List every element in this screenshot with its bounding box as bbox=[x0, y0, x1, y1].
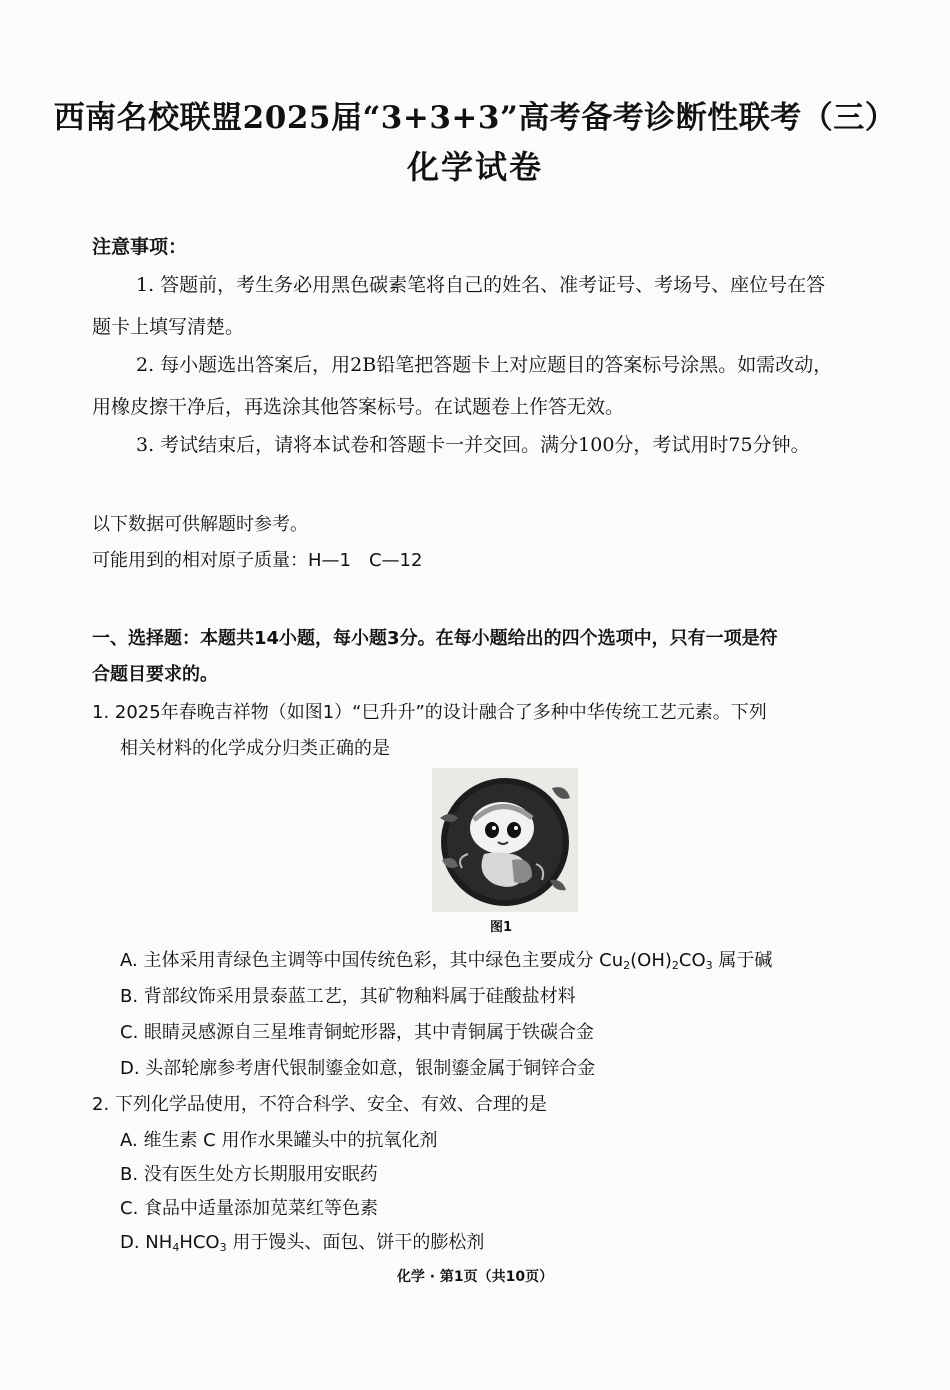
question-1-stem-line-2: 相关材料的化学成分归类正确的是 bbox=[120, 738, 390, 759]
notice-item-1-line-2: 题卡上填写清楚。 bbox=[92, 316, 245, 338]
question-1-option-b: B. 背部纹饰采用景泰蓝工艺，其矿物釉料属于硅酸盐材料 bbox=[120, 986, 576, 1007]
question-1-option-a bbox=[120, 946, 772, 972]
question-2-option-b: B. 没有医生处方长期服用安眠药 bbox=[120, 1164, 378, 1185]
atomic-mass-reference: 可能用到的相对原子质量：H—1 C—12 bbox=[92, 550, 423, 571]
notice-item-1-line-1: 1. 答题前，考生务必用黑色碳素笔将自己的姓名、准考证号、考场号、座位号在答 bbox=[136, 274, 826, 296]
option-d-text-pre: D. NH bbox=[120, 1232, 173, 1253]
option-a-text-post: 属于碱 bbox=[712, 950, 773, 971]
option-a-text-mid: (OH) bbox=[630, 950, 672, 971]
subscript: 3 bbox=[705, 959, 713, 972]
question-1-stem-line-1: 1. 2025年春晚吉祥物（如图1）“巳升升”的设计融合了多种中华传统工艺元素。下列 bbox=[92, 702, 767, 723]
question-2-stem: 2. 下列化学品使用，不符合科学、安全、有效、合理的是 bbox=[92, 1094, 547, 1115]
figure-1-caption: 图1 bbox=[490, 920, 513, 935]
notice-item-2-line-2: 用橡皮擦干净后，再选涂其他答案标号。在试题卷上作答无效。 bbox=[92, 396, 625, 418]
option-d-text-post: 用于馒头、面包、饼干的膨松剂 bbox=[226, 1232, 485, 1253]
notice-heading: 注意事项： bbox=[92, 236, 188, 258]
reference-note: 以下数据可供解题时参考。 bbox=[92, 514, 308, 535]
question-1-option-d: D. 头部轮廓参考唐代银制鎏金如意，银制鎏金属于铜锌合金 bbox=[120, 1058, 596, 1079]
question-1-option-c: C. 眼睛灵感源自三星堆青铜蛇形器，其中青铜属于铁碳合金 bbox=[120, 1022, 595, 1043]
exam-title: 西南名校联盟2025届“3+3+3”高考备考诊断性联考（三） bbox=[53, 100, 897, 136]
subscript: 3 bbox=[219, 1241, 227, 1254]
option-a-text-pre: A. 主体采用青绿色主调等中国传统色彩，其中绿色主要成分 Cu bbox=[120, 950, 624, 971]
option-a-text-mid2: CO bbox=[678, 950, 706, 971]
notice-item-3: 3. 考试结束后，请将本试卷和答题卡一并交回。满分100分，考试用时75分钟。 bbox=[136, 434, 810, 456]
question-2-option-c: C. 食品中适量添加苋菜红等色素 bbox=[120, 1198, 379, 1219]
question-2-option-d bbox=[120, 1228, 484, 1254]
subscript: 4 bbox=[172, 1241, 180, 1254]
section-1-heading-line-2: 合题目要求的。 bbox=[92, 664, 218, 685]
subscript: 2 bbox=[671, 959, 679, 972]
option-d-text-mid: HCO bbox=[179, 1232, 220, 1253]
page-footer: 化学 · 第1页（共10页） bbox=[396, 1269, 554, 1285]
mascot-figure-image bbox=[432, 768, 578, 912]
notice-item-2-line-1: 2. 每小题选出答案后，用2B铅笔把答题卡上对应题目的答案标号涂黑。如需改动， bbox=[136, 354, 833, 376]
question-2-option-a: A. 维生素 C 用作水果罐头中的抗氧化剂 bbox=[120, 1130, 438, 1151]
section-1-heading-line-1: 一、选择题：本题共14小题，每小题3分。在每小题给出的四个选项中，只有一项是符 bbox=[92, 628, 778, 649]
subscript: 2 bbox=[623, 959, 631, 972]
exam-subject-title: 化学试卷 bbox=[406, 148, 543, 186]
